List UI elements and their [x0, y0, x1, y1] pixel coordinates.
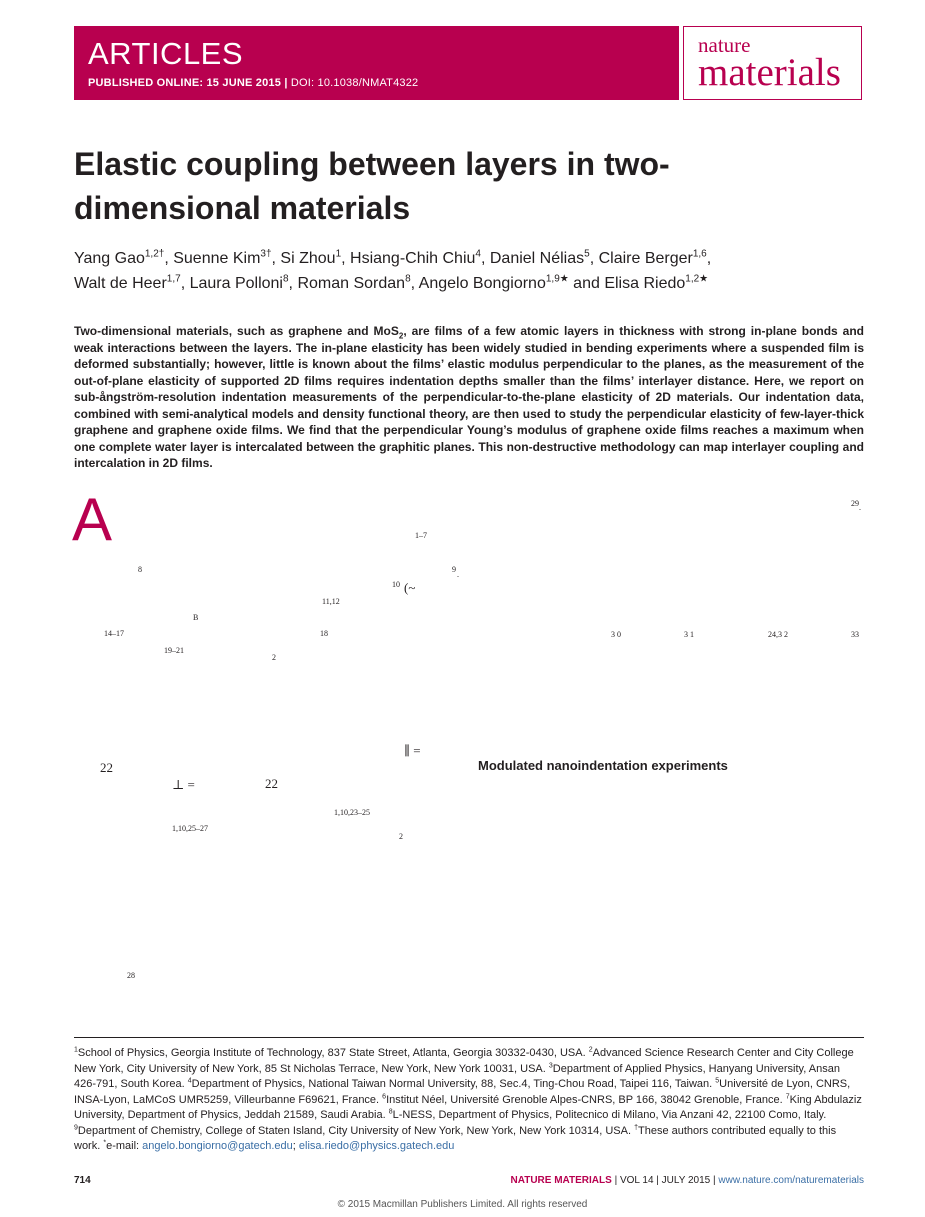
affiliations: $^1$School of Physics, Georgia Institute of Technology, 837 State Street, Atlanta, Georgia 30332-0430, USA. $^2$Advanced Science Research Center and City College New York, City University of New York, 85 St Nicholas Terrace, New York, New York 10031, USA. $^3$Department of Applied Physics, Hanyang University, Ansan 426-791, South Korea. $^4$Department of Physics, National Taiwan Normal University, 88, Sec.4, Ting-Chou Road, Taipei 116, Taiwan. $^5$Université de Lyon, CNRS, INSA-Lyon, LaMCoS UMR5259, Villeurbanne F69621, France. $^6$Institut Néel, Université Grenoble Alpes-CNRS, BP 166, 38042 Grenoble, France. $^7$King Abdulaziz University, Department of Physics, Jeddah 21589, Saudi Arabia. $^8$L-NESS, Department of Physics, Politecnico di Milano, Via Anzani 42, 22100 Como, Italy. $^9$Department of Chemistry, College of Staten Island, City University of New York, New York, New York 10314, USA. †These authors contributed equally to this work. *e-mail: angelo.bongiorno@gatech.edu; elisa.riedo@physics.gatech.edu: [74, 1046, 862, 1152]
section-label: ARTICLES: [88, 36, 244, 71]
published-line: [88, 76, 418, 90]
author: Hsiang-Chih Chiu$^4$,: [350, 248, 490, 267]
citation-ref[interactable]: 9: [452, 565, 456, 574]
citation-ref[interactable]: 33: [851, 630, 859, 639]
citation-ref[interactable]: 24,3 2: [768, 630, 788, 639]
citation-ref[interactable]: 3 1: [684, 630, 694, 639]
author: Roman Sordan$^8$,: [297, 273, 419, 292]
text-fragment: ∥ =: [404, 743, 421, 758]
author-list: [74, 246, 864, 296]
footer-journal-info: [511, 1175, 864, 1187]
citation-ref[interactable]: 18: [320, 629, 328, 638]
page-number: 714: [74, 1175, 91, 1186]
footnote-divider: [74, 1037, 864, 1038]
author: Claire Berger$^{1,6}$,: [598, 248, 712, 267]
citation-ref[interactable]: 8: [138, 565, 142, 574]
text-fragment: ⊥ =: [172, 777, 195, 792]
citation-ref[interactable]: 3 0: [611, 630, 621, 639]
footer-journal-name: NATURE MATERIALS: [510, 1175, 612, 1186]
published-date: PUBLISHED ONLINE: 15 JUNE 2015: [88, 77, 282, 89]
citation-ref[interactable]: 11,12: [322, 597, 340, 606]
journal-url-link[interactable]: www.nature.com/naturematerials: [718, 1175, 864, 1186]
text-fragment: 22: [265, 776, 278, 791]
drop-cap: A: [72, 486, 113, 553]
footer-volume: | VOL 14 | JULY 2015 |: [611, 1175, 719, 1186]
citation-ref[interactable]: 14–17: [104, 629, 124, 638]
author: Laura Polloni$^8$,: [189, 273, 298, 292]
author: Yang Gao$^{1,2\dagger}$,: [74, 248, 174, 267]
citation-ref[interactable]: 1–7: [415, 531, 427, 540]
email-link[interactable]: elisa.riedo@physics.gatech.edu: [298, 1140, 455, 1152]
citation-ref[interactable]: 10: [392, 580, 400, 589]
author: Daniel Nélias$^5$,: [489, 248, 599, 267]
paper-title: Elastic coupling between layers in two-dimensional materials: [74, 146, 670, 226]
citation-ref[interactable]: 1,10,23–25: [334, 808, 370, 817]
published-separator: |: [281, 77, 291, 89]
text-fragment: B: [193, 613, 199, 622]
author: Angelo Bongiorno$^{1,9★}$ and: [418, 273, 605, 292]
author: Si Zhou$^1$,: [280, 248, 351, 267]
author: Suenne Kim$^{3\dagger}$,: [173, 248, 281, 267]
text-fragment: 2: [272, 653, 276, 662]
email-link[interactable]: angelo.bongiorno@gatech.edu: [142, 1140, 293, 1152]
journal-logo-nature: nature: [698, 33, 751, 57]
citation-ref[interactable]: 28: [127, 971, 135, 980]
citation-ref[interactable]: 29: [851, 499, 859, 508]
author: Elisa Riedo$^{1,2★}$: [604, 273, 709, 292]
text-fragment: 22: [100, 760, 113, 775]
text-fragment: .: [457, 570, 459, 579]
text-fragment: 2: [399, 832, 403, 841]
text-fragment: .: [859, 503, 861, 512]
section-heading: Modulated nanoindentation experiments: [478, 758, 728, 773]
journal-logo-materials: materials: [698, 51, 841, 94]
copyright-notice: © 2015 Macmillan Publishers Limited. All rights reserved: [337, 1199, 588, 1210]
doi-link[interactable]: DOI: 10.1038/NMAT4322: [290, 77, 419, 89]
author: Walt de Heer$^{1,7}$,: [74, 273, 190, 292]
abstract: Two-dimensional materials, such as graphene and MoS$_2$, are films of a few atomic layers in thickness with strong in-plane bonds and weak interactions between the layers. The in-plane elasticity has been widely studied in bending experiments where a suspended film is deformed substantially; however, little is known about the films’ elastic modulus perpendicular to the planes, as the measurement of the out-of-plane elasticity of supported 2D films requires indentation depths smaller than the films’ interlayer distance. Here, we report on sub-ångström-resolution indentation measurements of the perpendicular-to-the-plane elasticity of 2D materials. Our indentation data, combined with semi-analytical models and density functional theory, are then used to study the perpendicular elasticity of few-layer-thick graphene and graphene oxide films. We find that the perpendicular Young’s modulus of graphene oxide films reaches a maximum when one complete water layer is intercalated between the graphitic planes. This non-destructive methodology can map interlayer coupling and intercalation in 2D films.: [74, 324, 865, 470]
citation-ref[interactable]: 1,10,25–27: [172, 824, 208, 833]
text-fragment: (~: [404, 580, 416, 595]
citation-ref[interactable]: 19–21: [164, 646, 184, 655]
